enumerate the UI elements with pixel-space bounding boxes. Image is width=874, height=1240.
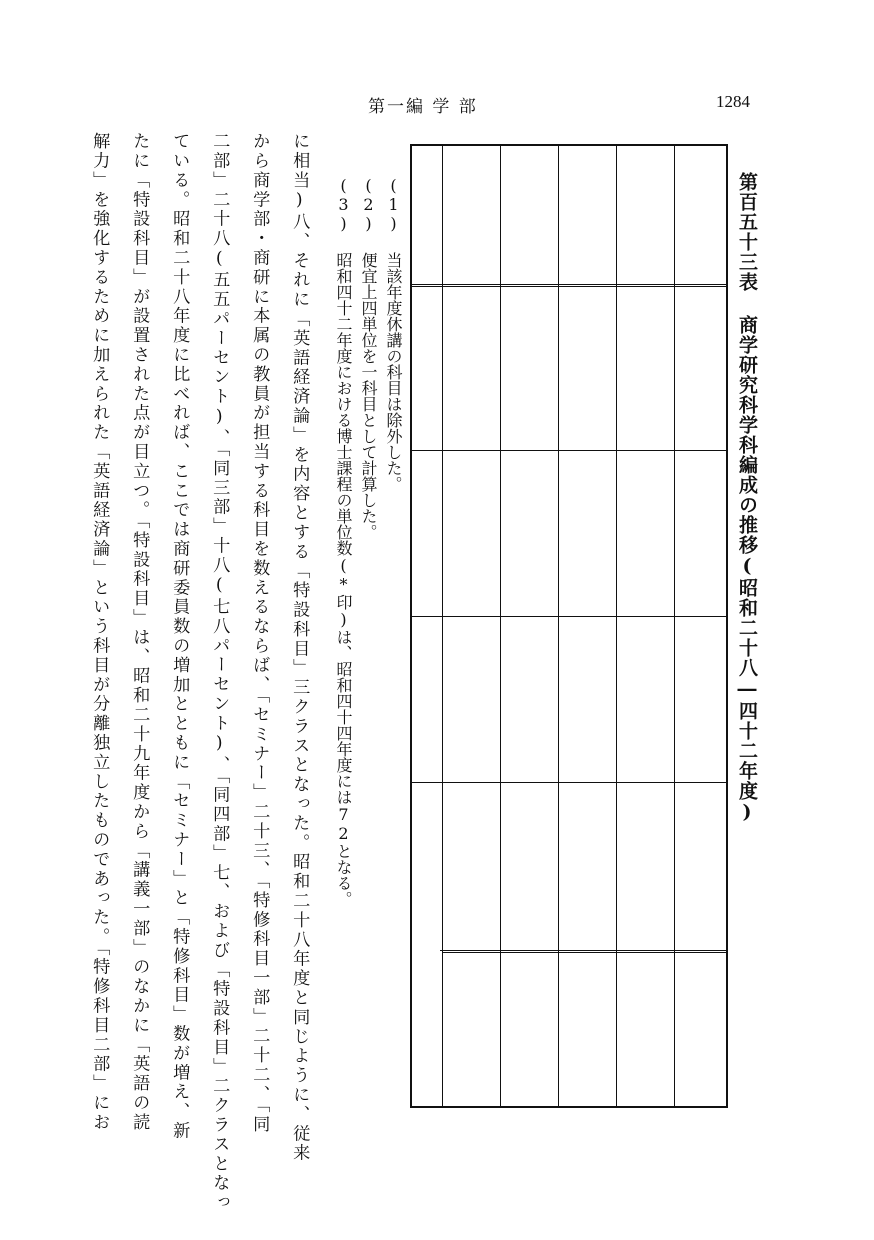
footnote-1: (1) 当該年度休講の科目は除外した。	[384, 176, 403, 492]
table-title: 第百五十三表 商学研究科学科編成の推移(昭和二十八―四十二年度)	[736, 172, 758, 824]
body-line-2: から商学部・商研に本属の教員が担当する科目を数えるならば、「セミナー」二十三、「特修科目一部」二十二、「同	[249, 132, 270, 1135]
table-grid	[410, 144, 728, 1108]
band-separator	[410, 782, 728, 783]
band-separator	[440, 950, 728, 951]
footnote-2: (2) 便宜上四単位を一科目として計算した。	[359, 176, 378, 540]
page-number: 1284	[716, 92, 750, 111]
body-line-1: に相当)八、それに「英語経済論」を内容とする「特設科目」三クラスとなった。昭和二十八年度と同じように、従来	[289, 132, 310, 1163]
body-line-3: 二部」二十八(五五パーセント)、「同三部」十八(七八パーセント)、「同四部」七、および「特設科目」二クラスとなっ	[209, 132, 230, 1213]
body-line-6: 解力」を強化するために加えられた「英語経済論」という科目が分離独立したものであった。「特修科目二部」にお	[89, 132, 110, 1133]
band-separator	[410, 616, 728, 617]
band-separator	[410, 450, 728, 451]
footnote-3: (3) 昭和四十二年度における博士課程の単位数(*印)は、昭和四十四年度には72となる。	[334, 176, 353, 907]
running-header: 第一編 学 部	[368, 97, 478, 117]
body-line-5: たに「特設科目」が設置された点が目立つ。「特設科目」は、昭和二十九年度から「講義一部」のなかに「英語の読	[129, 132, 150, 1133]
band-separator	[410, 284, 728, 285]
body-line-4: ている。昭和二十八年度に比べれば、ここでは商研委員数の増加とともに「セミナー」と「特修科目」数が増え、新	[169, 132, 190, 1141]
